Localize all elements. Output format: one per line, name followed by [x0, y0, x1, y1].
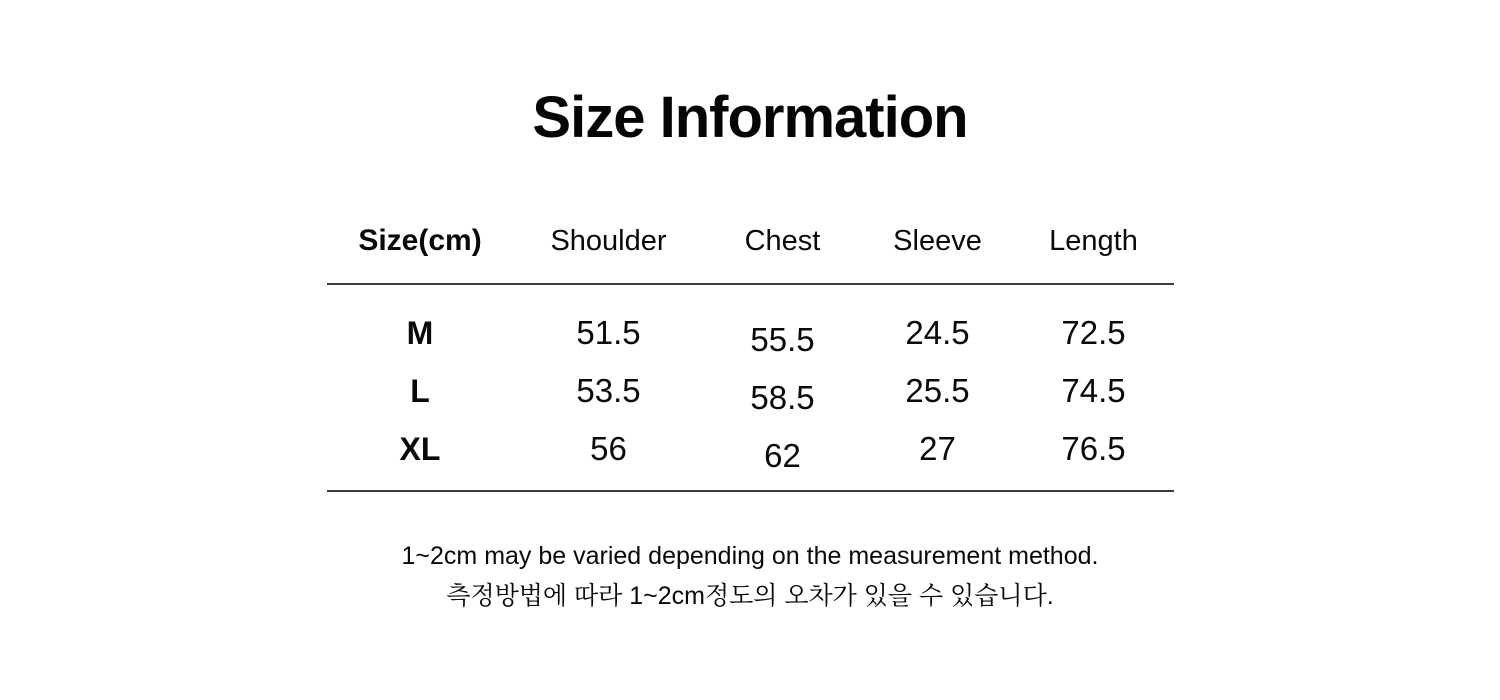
- table-row-m: [327, 304, 1174, 362]
- header-length: Length: [1049, 224, 1138, 257]
- size-label: M: [406, 314, 434, 351]
- size-table: [327, 219, 1174, 492]
- length-value: 76.5: [1061, 430, 1126, 467]
- sleeve-value: 25.5: [905, 372, 970, 409]
- size-label: L: [410, 372, 430, 409]
- page-title: Size Information: [532, 85, 968, 150]
- length-value: 74.5: [1061, 372, 1126, 409]
- measurement-notes: [0, 536, 1500, 616]
- shoulder-value: 53.5: [576, 372, 641, 409]
- table-body: [327, 285, 1174, 490]
- note-english: 1~2cm may be varied depending on the measurement method.: [401, 542, 1099, 570]
- length-value: 72.5: [1061, 314, 1126, 351]
- header-chest: Chest: [744, 224, 821, 257]
- shoulder-value: 51.5: [576, 314, 641, 351]
- shoulder-value: 56: [590, 430, 627, 467]
- table-row-xl: [327, 420, 1174, 478]
- size-label: XL: [399, 430, 441, 467]
- chest-value: 55.5: [750, 321, 815, 358]
- sleeve-value: 24.5: [905, 314, 970, 351]
- header-sleeve: Sleeve: [893, 224, 982, 257]
- header-size: Size(cm): [358, 224, 482, 257]
- chest-value: 62: [764, 437, 801, 474]
- sleeve-value: 27: [919, 430, 956, 467]
- chest-value: 58.5: [750, 379, 815, 416]
- table-rule-bottom: [327, 490, 1174, 492]
- note-korean: 측정방법에 따라 1~2cm정도의 오차가 있을 수 있습니다.: [446, 582, 1054, 610]
- table-row-l: [327, 362, 1174, 420]
- header-shoulder: Shoulder: [550, 224, 667, 257]
- table-header-row: [327, 219, 1174, 263]
